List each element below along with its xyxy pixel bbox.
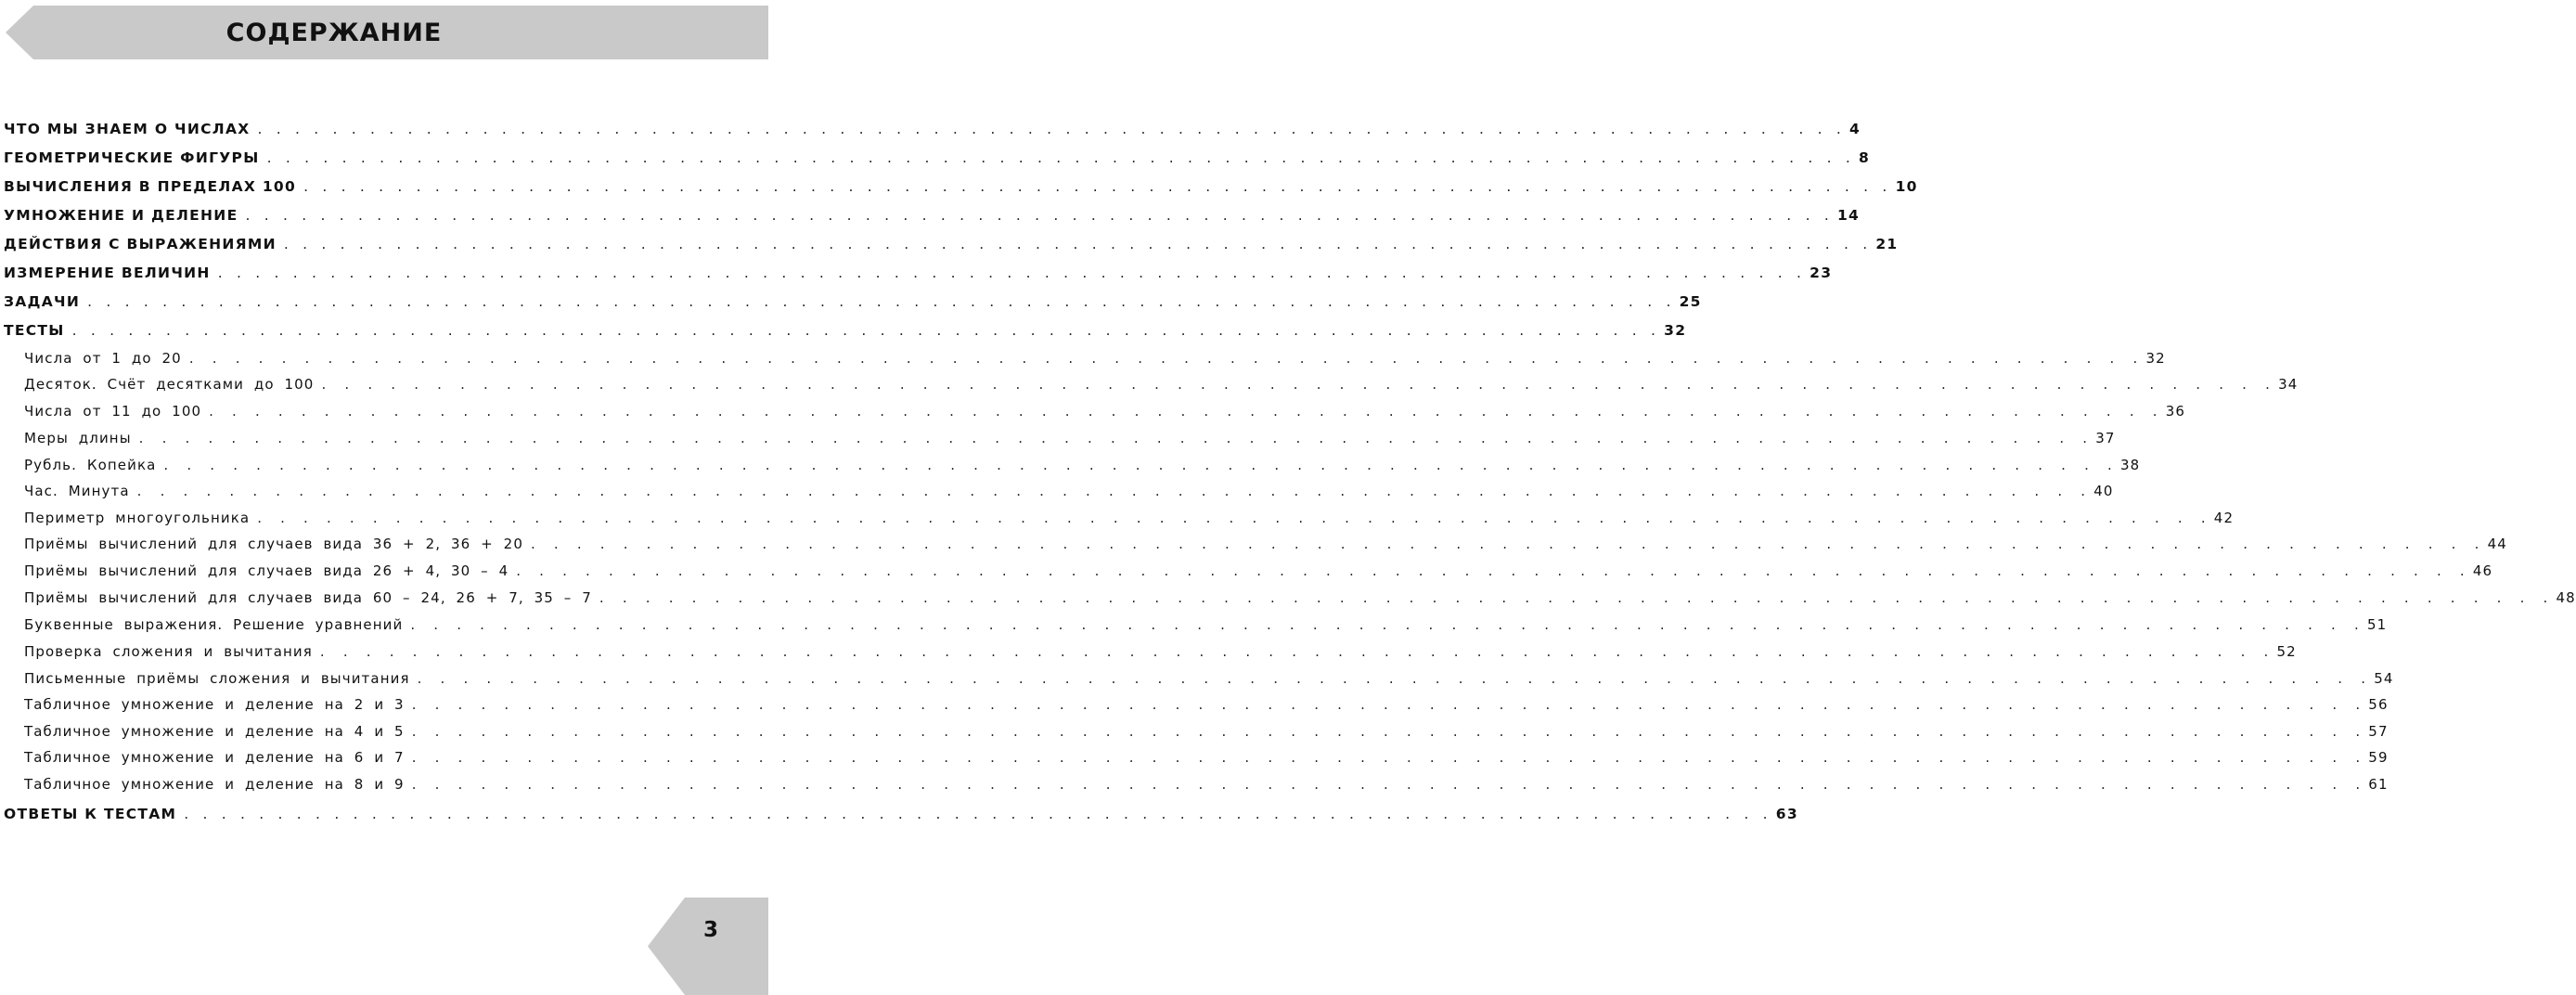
toc-entry-title: Письменные приёмы сложения и вычитания bbox=[24, 670, 410, 687]
toc-entry[interactable] bbox=[4, 113, 1861, 137]
toc-entry-title: Табличное умножение и деление на 6 и 7 bbox=[24, 749, 405, 766]
toc-entry-title: Приёмы вычислений для случаев вида 36 + 2, 36 + 20 bbox=[24, 536, 523, 552]
toc-entry[interactable] bbox=[24, 342, 2166, 367]
toc-entry-page: 21 bbox=[1875, 236, 1899, 252]
toc-leader-dots: . . . . . . . . . . . . . . . . . . . . . . . . . . . . . . . . . . . . . . . . . . . . . . . . . . . . . . . . . . . . . . . . . . . . . . . . . . . . . . . . . . . . . bbox=[411, 776, 2365, 793]
toc-leader-dots: . . . . . . . . . . . . . . . . . . . . . . . . . . . . . . . . . . . . . . . . . . . . . . . . . . . . . . . . . . . . . . . . . . . . . . . . . . . . . . . . . . . . . bbox=[71, 322, 1661, 339]
toc-entry-page: 63 bbox=[1775, 806, 1798, 822]
toc-entry-page: 8 bbox=[1859, 149, 1871, 166]
toc-entry[interactable] bbox=[24, 663, 2394, 687]
toc-entry-title: ЧТО МЫ ЗНАЕМ О ЧИСЛАХ bbox=[4, 121, 251, 137]
toc-leader-dots: . . . . . . . . . . . . . . . . . . . . . . . . . . . . . . . . . . . . . . . . . . . . . . . . . . . . . . . . . . . . . . . . . . . . . . . . . . . . . . . . . . . . . bbox=[319, 643, 2273, 660]
page-number: 3 bbox=[702, 918, 718, 942]
toc-entry[interactable] bbox=[24, 502, 2235, 526]
toc-entry-page: 37 bbox=[2095, 430, 2116, 446]
toc-entry[interactable] bbox=[24, 582, 2576, 606]
toc-entry[interactable] bbox=[4, 200, 1861, 224]
toc-entry[interactable] bbox=[24, 422, 2116, 446]
toc-entry[interactable] bbox=[24, 395, 2186, 420]
toc-entry-title: Числа от 1 до 20 bbox=[24, 350, 182, 367]
toc-entry[interactable] bbox=[24, 528, 2507, 552]
toc-leader-dots: . . . . . . . . . . . . . . . . . . . . . . . . . . . . . . . . . . . . . . . . . . . . . . . . . . . . . . . . . . . . . . . . . . . . . . . . . . . . . . . . . . . . . bbox=[417, 670, 2371, 687]
toc-entry-title: Рубль. Копейка bbox=[24, 457, 157, 473]
toc-entry-page: 40 bbox=[2093, 483, 2114, 499]
toc-entry[interactable] bbox=[4, 257, 1833, 281]
toc-entry-page: 14 bbox=[1836, 207, 1861, 224]
toc-entry[interactable] bbox=[4, 171, 1918, 195]
toc-leader-dots: . . . . . . . . . . . . . . . . . . . . . . . . . . . . . . . . . . . . . . . . . . . . . . . . . . . . . . . . . . . . . . . . . . . . . . . . . . . . . . . . . . . . . bbox=[283, 236, 1873, 252]
toc-leader-dots: . . . . . . . . . . . . . . . . . . . . . . . . . . . . . . . . . . . . . . . . . . . . . . . . . . . . . . . . . . . . . . . . . . . . . . . . . . . . . . . . . . . . . bbox=[163, 457, 2118, 473]
toc-leader-dots: . . . . . . . . . . . . . . . . . . . . . . . . . . . . . . . . . . . . . . . . . . . . . . . . . . . . . . . . . . . . . . . . . . . . . . . . . . . . . . . . . . . . . bbox=[87, 293, 1676, 310]
toc-entry-page: 34 bbox=[2278, 376, 2299, 393]
toc-entry-page: 44 bbox=[2487, 536, 2507, 552]
toc-entry[interactable] bbox=[24, 636, 2297, 660]
toc-entry-title: Периметр многоугольника bbox=[24, 510, 251, 526]
toc-entry-title: Десяток. Счёт десятками до 100 bbox=[24, 376, 315, 393]
toc-entry[interactable] bbox=[24, 609, 2388, 633]
toc-entry-title: ОТВЕТЫ К ТЕСТАМ bbox=[4, 806, 177, 822]
toc-entry-page: 32 bbox=[1664, 322, 1687, 339]
toc-entry[interactable] bbox=[4, 142, 1871, 166]
toc-leader-dots: . . . . . . . . . . . . . . . . . . . . . . . . . . . . . . . . . . . . . . . . . . . . . . . . . . . . . . . . . . . . . . . . . . . . . . . . . . . . . . . . . . . . . bbox=[266, 149, 1856, 166]
toc-entry-page: 4 bbox=[1848, 121, 1861, 137]
toc-entry-page: 38 bbox=[2120, 457, 2141, 473]
toc-entry[interactable] bbox=[24, 742, 2389, 766]
toc-entry-page: 56 bbox=[2368, 696, 2389, 713]
toc-entry[interactable] bbox=[24, 689, 2389, 713]
page-title: СОДЕРЖАНИЕ bbox=[225, 18, 443, 47]
toc-entry-page: 10 bbox=[1895, 178, 1918, 195]
toc-entry-title: Час. Минута bbox=[24, 483, 130, 499]
toc-leader-dots: . . . . . . . . . . . . . . . . . . . . . . . . . . . . . . . . . . . . . . . . . . . . . . . . . . . . . . . . . . . . . . . . . . . . . . . . . . . . . . . . . . . . . bbox=[138, 430, 2093, 446]
toc-leader-dots: . . . . . . . . . . . . . . . . . . . . . . . . . . . . . . . . . . . . . . . . . . . . . . . . . . . . . . . . . . . . . . . . . . . . . . . . . . . . . . . . . . . . . bbox=[136, 483, 2091, 499]
toc-entry[interactable] bbox=[4, 315, 1687, 339]
toc-entry-page: 46 bbox=[2472, 562, 2493, 579]
toc-leader-dots: . . . . . . . . . . . . . . . . . . . . . . . . . . . . . . . . . . . . . . . . . . . . . . . . . . . . . . . . . . . . . . . . . . . . . . . . . . . . . . . . . . . . . bbox=[530, 536, 2484, 552]
toc-entry[interactable] bbox=[4, 798, 1798, 822]
toc-entry[interactable] bbox=[24, 555, 2493, 579]
toc-entry-page: 25 bbox=[1679, 293, 1702, 310]
toc-entry-title: ТЕСТЫ bbox=[4, 322, 65, 339]
toc-entry-page: 48 bbox=[2556, 589, 2576, 606]
toc-entry-page: 52 bbox=[2276, 643, 2297, 660]
toc-entry-title: ЗАДАЧИ bbox=[4, 293, 81, 310]
toc-entry-page: 36 bbox=[2165, 403, 2186, 420]
toc-leader-dots: . . . . . . . . . . . . . . . . . . . . . . . . . . . . . . . . . . . . . . . . . . . . . . . . . . . . . . . . . . . . . . . . . . . . . . . . . . . . . . . . . . . . . bbox=[411, 696, 2365, 713]
toc-entry-title: Числа от 11 до 100 bbox=[24, 403, 202, 420]
toc-leader-dots: . . . . . . . . . . . . . . . . . . . . . . . . . . . . . . . . . . . . . . . . . . . . . . . . . . . . . . . . . . . . . . . . . . . . . . . . . . . . . . . . . . . . . bbox=[209, 403, 2162, 420]
toc-entry[interactable] bbox=[4, 286, 1702, 310]
toc-entry[interactable] bbox=[24, 368, 2299, 393]
toc-entry-title: Приёмы вычислений для случаев вида 26 + 4, 30 – 4 bbox=[24, 562, 509, 579]
toc-entry-title: ДЕЙСТВИЯ С ВЫРАЖЕНИЯМИ bbox=[4, 236, 277, 252]
toc-entry-page: 59 bbox=[2368, 749, 2389, 766]
toc-entry-title: ИЗМЕРЕНИЕ ВЕЛИЧИН bbox=[4, 265, 211, 281]
toc-entry-title: УМНОЖЕНИЕ И ДЕЛЕНИЕ bbox=[4, 207, 238, 224]
toc-entry-title: Табличное умножение и деление на 2 и 3 bbox=[24, 696, 405, 713]
toc-leader-dots: . . . . . . . . . . . . . . . . . . . . . . . . . . . . . . . . . . . . . . . . . . . . . . . . . . . . . . . . . . . . . . . . . . . . . . . . . . . . . . . . . . . . . bbox=[411, 749, 2365, 766]
toc-entry-title: Приёмы вычислений для случаев вида 60 – 24, 26 + 7, 35 – 7 bbox=[24, 589, 592, 606]
toc-entry-title: ВЫЧИСЛЕНИЯ В ПРЕДЕЛАХ 100 bbox=[4, 178, 297, 195]
toc-entry[interactable] bbox=[24, 769, 2389, 793]
toc-entry-page: 51 bbox=[2366, 616, 2388, 633]
toc-leader-dots: . . . . . . . . . . . . . . . . . . . . . . . . . . . . . . . . . . . . . . . . . . . . . . . . . . . . . . . . . . . . . . . . . . . . . . . . . . . . . . . . . . . . . bbox=[516, 562, 2469, 579]
toc-entry-page: 57 bbox=[2368, 723, 2389, 740]
toc-entry-title: Проверка сложения и вычитания bbox=[24, 643, 313, 660]
toc-entry-page: 42 bbox=[2213, 510, 2235, 526]
toc-leader-dots: . . . . . . . . . . . . . . . . . . . . . . . . . . . . . . . . . . . . . . . . . . . . . . . . . . . . . . . . . . . . . . . . . . . . . . . . . . . . . . . . . . . . . bbox=[599, 589, 2553, 606]
page-number-tab bbox=[648, 898, 768, 995]
toc-leader-dots: . . . . . . . . . . . . . . . . . . . . . . . . . . . . . . . . . . . . . . . . . . . . . . . . . . . . . . . . . . . . . . . . . . . . . . . . . . . . . . . . . . . . . bbox=[303, 178, 1892, 195]
toc-leader-dots: . . . . . . . . . . . . . . . . . . . . . . . . . . . . . . . . . . . . . . . . . . . . . . . . . . . . . . . . . . . . . . . . . . . . . . . . . . . . . . . . . . . . . bbox=[217, 265, 1807, 281]
toc-entry[interactable] bbox=[24, 449, 2141, 473]
toc-entry-page: 54 bbox=[2374, 670, 2394, 687]
toc-leader-dots: . . . . . . . . . . . . . . . . . . . . . . . . . . . . . . . . . . . . . . . . . . . . . . . . . . . . . . . . . . . . . . . . . . . . . . . . . . . . . . . . . . . . . bbox=[411, 723, 2365, 740]
toc-entry[interactable] bbox=[24, 716, 2389, 740]
toc-leader-dots: . . . . . . . . . . . . . . . . . . . . . . . . . . . . . . . . . . . . . . . . . . . . . . . . . . . . . . . . . . . . . . . . . . . . . . . . . . . . . . . . . . . . . bbox=[245, 207, 1834, 224]
toc-entry[interactable] bbox=[24, 475, 2114, 499]
toc-leader-dots: . . . . . . . . . . . . . . . . . . . . . . . . . . . . . . . . . . . . . . . . . . . . . . . . . . . . . . . . . . . . . . . . . . . . . . . . . . . . . . . . . . . . . bbox=[184, 806, 1772, 822]
toc-entry-page: 23 bbox=[1810, 265, 1833, 281]
toc-entry-page: 32 bbox=[2145, 350, 2166, 367]
toc-leader-dots: . . . . . . . . . . . . . . . . . . . . . . . . . . . . . . . . . . . . . . . . . . . . . . . . . . . . . . . . . . . . . . . . . . . . . . . . . . . . . . . . . . . . . bbox=[257, 510, 2210, 526]
toc-leader-dots: . . . . . . . . . . . . . . . . . . . . . . . . . . . . . . . . . . . . . . . . . . . . . . . . . . . . . . . . . . . . . . . . . . . . . . . . . . . . . . . . . . . . . bbox=[410, 616, 2363, 633]
toc-entry-title: Меры длины bbox=[24, 430, 132, 446]
toc-entry-title: Буквенные выражения. Решение уравнений bbox=[24, 616, 404, 633]
toc-leader-dots: . . . . . . . . . . . . . . . . . . . . . . . . . . . . . . . . . . . . . . . . . . . . . . . . . . . . . . . . . . . . . . . . . . . . . . . . . . . . . . . . . . . . . bbox=[257, 121, 1846, 137]
toc-leader-dots: . . . . . . . . . . . . . . . . . . . . . . . . . . . . . . . . . . . . . . . . . . . . . . . . . . . . . . . . . . . . . . . . . . . . . . . . . . . . . . . . . . . . . bbox=[321, 376, 2275, 393]
toc-entry-title: Табличное умножение и деление на 4 и 5 bbox=[24, 723, 405, 740]
toc-entry-title: ГЕОМЕТРИЧЕСКИЕ ФИГУРЫ bbox=[4, 149, 260, 166]
toc-entry[interactable] bbox=[4, 228, 1899, 252]
toc-entry-title: Табличное умножение и деление на 8 и 9 bbox=[24, 776, 405, 793]
toc-leader-dots: . . . . . . . . . . . . . . . . . . . . . . . . . . . . . . . . . . . . . . . . . . . . . . . . . . . . . . . . . . . . . . . . . . . . . . . . . . . . . . . . . . . . . bbox=[188, 350, 2143, 367]
toc-entry-page: 61 bbox=[2368, 776, 2389, 793]
